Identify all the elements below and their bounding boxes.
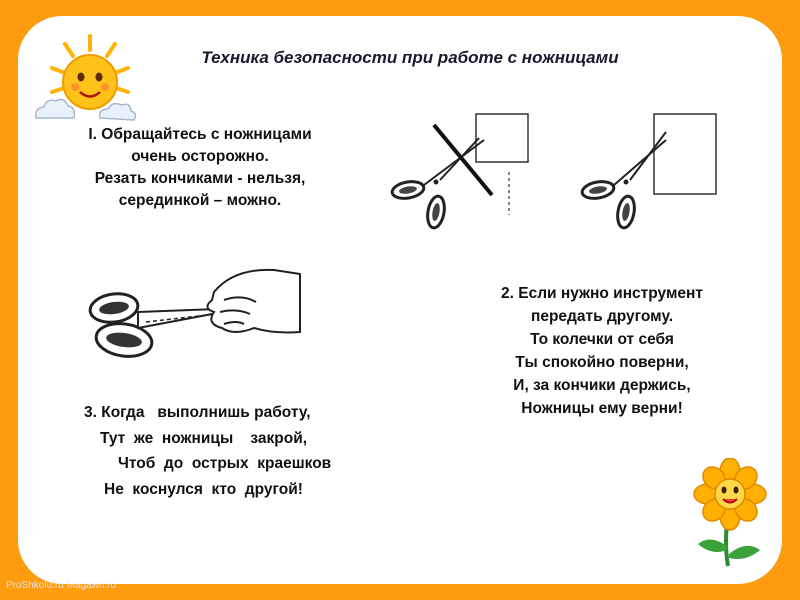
page-title: Техника безопасности при работе с ножницами (201, 48, 619, 67)
rule-1-line: серединкой – можно. (118, 192, 282, 209)
rule-2-line: Ножницы ему верни! (521, 400, 683, 417)
watermark: ProShkolu.ru Magawn.ru (6, 580, 117, 591)
rule-3-line: Не коснулся кто другой! (104, 480, 303, 498)
rule-3-line: Тут же ножницы закрой, (100, 429, 308, 447)
scissors-right-icon (574, 110, 724, 240)
hand-scissors-icon (84, 262, 304, 372)
rule-3-line: Чтоб до острых краешков (118, 455, 332, 472)
rule-2-line: 2. Если нужно инструмент (501, 285, 703, 302)
rule-1-line: очень осторожно. (131, 148, 269, 165)
rule-2-line: передать другому. (530, 308, 674, 325)
flower-icon (680, 458, 780, 570)
sun-icon (30, 30, 140, 125)
scissors-wrong-icon (384, 110, 534, 240)
rule-1-line: I. Обращайтесь с ножницами (88, 126, 312, 143)
rule-2-line: И, за кончики держись, (513, 377, 691, 394)
rule-1-line: Резать кончиками - нельзя, (94, 170, 306, 187)
rule-2-text (452, 282, 752, 420)
rule-1-text (50, 124, 350, 212)
rule-2-line: То колечки от себя (530, 331, 674, 348)
rule-2-line: Ты спокойно поверни, (515, 354, 689, 371)
rule-3-text (80, 400, 410, 502)
rule-3-line: 3. Когда выполнишь работу, (84, 404, 311, 421)
